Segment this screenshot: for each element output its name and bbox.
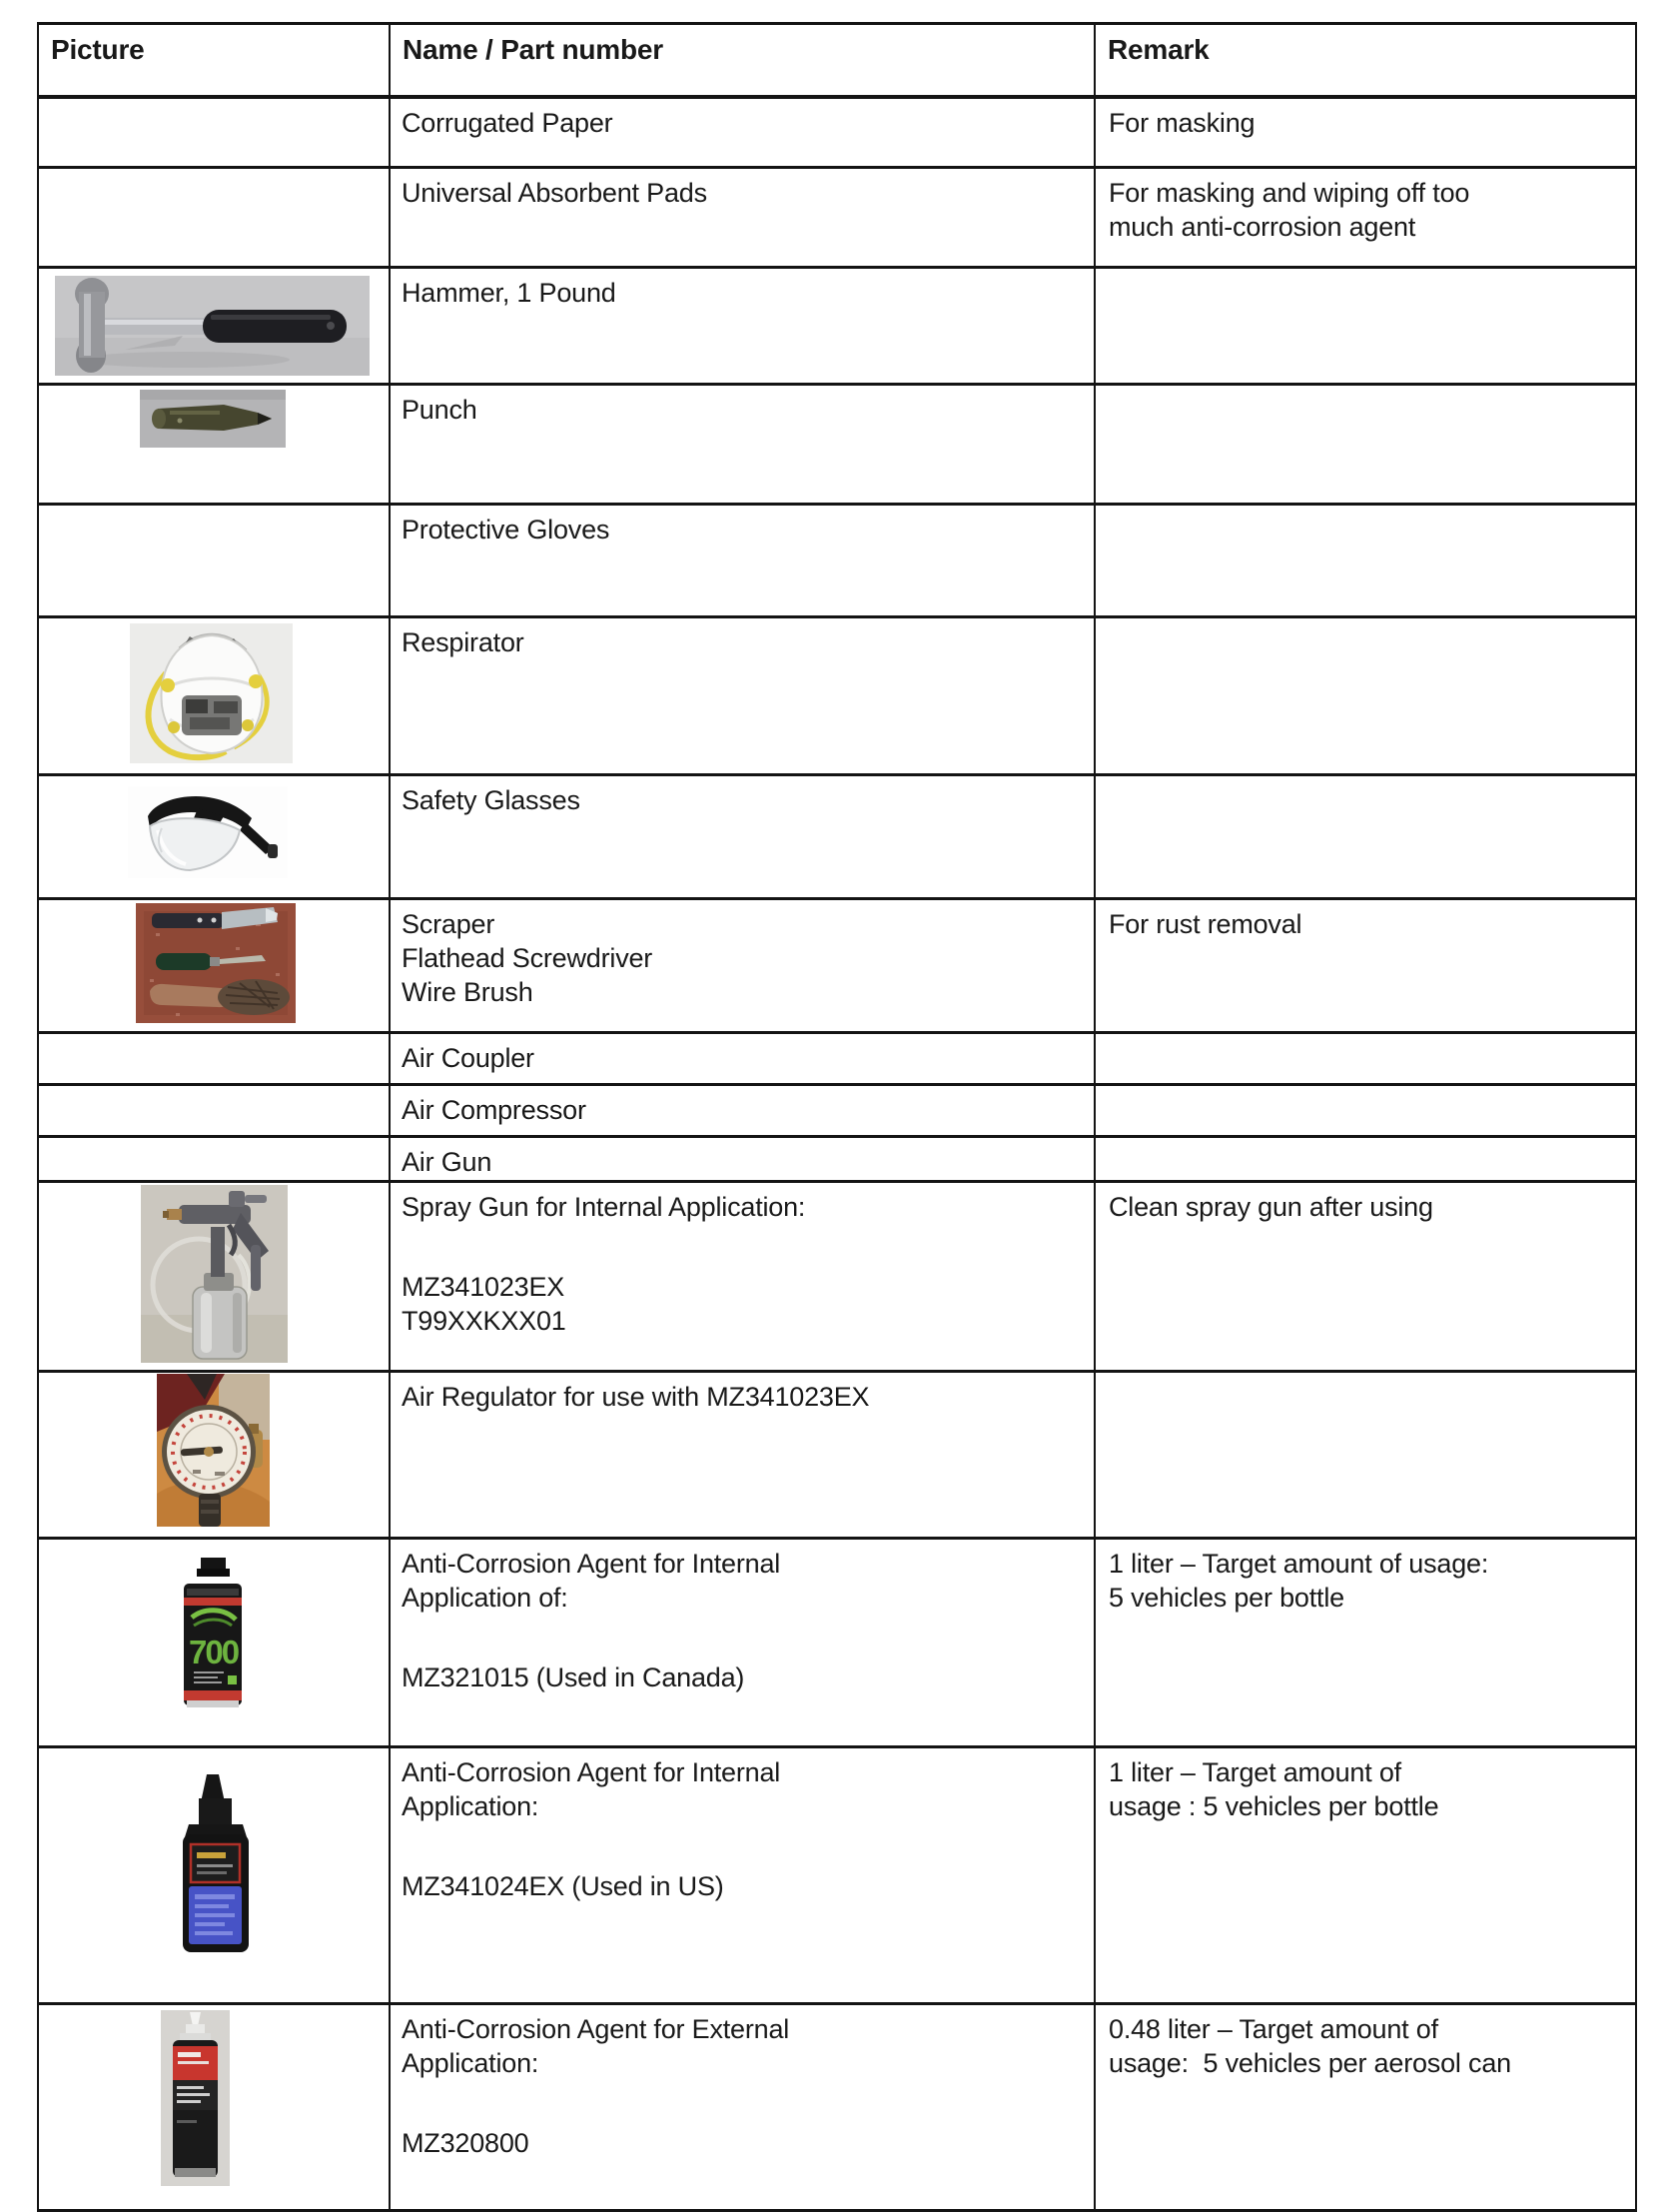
picture-cell bbox=[38, 1182, 390, 1372]
remark-text-line: For rust removal bbox=[1109, 909, 1302, 939]
name-text-line: Protective Gloves bbox=[402, 515, 610, 545]
table-row bbox=[38, 617, 1636, 775]
air-regulator-photo bbox=[157, 1374, 270, 1527]
name-cell bbox=[390, 899, 1095, 1033]
remark-cell bbox=[1095, 775, 1636, 899]
picture-cell bbox=[38, 1747, 390, 2004]
name-text-line: Corrugated Paper bbox=[402, 108, 613, 138]
name-text-line: Scraper bbox=[402, 909, 495, 939]
remark-text-line: For masking and wiping off too bbox=[1109, 178, 1470, 208]
name-cell bbox=[390, 97, 1095, 168]
remark-cell bbox=[1095, 1747, 1636, 2004]
picture-cell bbox=[38, 505, 390, 617]
spray-gun-photo bbox=[141, 1185, 288, 1363]
remark-text-line: 5 vehicles per bottle bbox=[1109, 1583, 1344, 1613]
parts-table-body bbox=[38, 97, 1636, 2211]
remark-cell bbox=[1095, 617, 1636, 775]
picture-cell bbox=[38, 268, 390, 385]
remark-cell bbox=[1095, 505, 1636, 617]
table-row bbox=[38, 168, 1636, 268]
name-text-line: MZ341023EX bbox=[402, 1272, 565, 1302]
picture-cell bbox=[38, 1085, 390, 1137]
name-cell bbox=[390, 2004, 1095, 2211]
column-header-remark: Remark bbox=[1095, 24, 1636, 98]
name-text-line: Application: bbox=[402, 1791, 539, 1821]
remark-text-line: usage : 5 vehicles per bottle bbox=[1109, 1791, 1439, 1821]
picture-cell bbox=[38, 899, 390, 1033]
picture-cell bbox=[38, 1372, 390, 1539]
name-text-line: Air Gun bbox=[402, 1147, 492, 1177]
name-text-line: Application: bbox=[402, 2048, 539, 2078]
name-text-line: Spray Gun for Internal Application: bbox=[402, 1192, 806, 1222]
table-header-row bbox=[38, 24, 1636, 98]
name-text-line bbox=[402, 1823, 1084, 1869]
picture-cell bbox=[38, 617, 390, 775]
table-row bbox=[38, 1085, 1636, 1137]
name-cell bbox=[390, 1033, 1095, 1085]
table-row bbox=[38, 2004, 1636, 2211]
anticorrosion-aerosol-photo bbox=[161, 2010, 230, 2186]
name-text-line: Air Regulator for use with MZ341023EX bbox=[402, 1382, 870, 1412]
name-cell bbox=[390, 1182, 1095, 1372]
picture-cell bbox=[38, 168, 390, 268]
name-cell bbox=[390, 1137, 1095, 1182]
table-row bbox=[38, 1033, 1636, 1085]
remark-cell bbox=[1095, 1137, 1636, 1182]
name-text-line: Hammer, 1 Pound bbox=[402, 278, 616, 308]
remark-cell bbox=[1095, 168, 1636, 268]
name-cell bbox=[390, 385, 1095, 505]
name-text-line: Punch bbox=[402, 395, 477, 425]
name-text-line: Anti-Corrosion Agent for External bbox=[402, 2014, 790, 2044]
column-header-name: Name / Part number bbox=[390, 24, 1095, 98]
hammer-photo bbox=[55, 276, 370, 376]
picture-cell bbox=[38, 775, 390, 899]
name-text-line bbox=[402, 2080, 1084, 2126]
remark-text-line: much anti-corrosion agent bbox=[1109, 212, 1416, 242]
table-row bbox=[38, 899, 1636, 1033]
table-row bbox=[38, 385, 1636, 505]
remark-cell bbox=[1095, 1372, 1636, 1539]
table-row bbox=[38, 1182, 1636, 1372]
name-cell bbox=[390, 505, 1095, 617]
remark-cell bbox=[1095, 97, 1636, 168]
remark-cell bbox=[1095, 385, 1636, 505]
table-row bbox=[38, 1539, 1636, 1747]
anticorrosion-bottle-canada-photo bbox=[176, 1556, 250, 1715]
name-cell bbox=[390, 617, 1095, 775]
name-text-line: Respirator bbox=[402, 627, 524, 657]
name-text-line: MZ341024EX (Used in US) bbox=[402, 1871, 724, 1901]
remark-text-line: usage: 5 vehicles per aerosol can bbox=[1109, 2048, 1511, 2078]
anticorrosion-bottle-us-photo bbox=[169, 1772, 262, 1956]
table-row bbox=[38, 1137, 1636, 1182]
name-cell bbox=[390, 268, 1095, 385]
name-cell bbox=[390, 1747, 1095, 2004]
name-text-line: T99XXKXX01 bbox=[402, 1306, 566, 1336]
table-row bbox=[38, 505, 1636, 617]
remark-cell bbox=[1095, 1182, 1636, 1372]
remark-cell bbox=[1095, 899, 1636, 1033]
table-row bbox=[38, 268, 1636, 385]
name-text-line: Application of: bbox=[402, 1583, 568, 1613]
name-cell bbox=[390, 1085, 1095, 1137]
name-text-line: MZ320800 bbox=[402, 2128, 529, 2158]
safety-glasses-photo bbox=[128, 786, 288, 878]
name-cell bbox=[390, 1372, 1095, 1539]
respirator-photo bbox=[130, 623, 293, 763]
remark-text-line: 1 liter – Target amount of bbox=[1109, 1757, 1401, 1787]
remark-cell bbox=[1095, 1085, 1636, 1137]
picture-cell bbox=[38, 1033, 390, 1085]
name-text-line: Air Compressor bbox=[402, 1095, 586, 1125]
remark-cell bbox=[1095, 1033, 1636, 1085]
column-header-picture: Picture bbox=[38, 24, 390, 98]
remark-cell bbox=[1095, 2004, 1636, 2211]
name-cell bbox=[390, 775, 1095, 899]
remark-text-line: 1 liter – Target amount of usage: bbox=[1109, 1549, 1489, 1579]
parts-table bbox=[37, 22, 1637, 2212]
bottle-700-label-text: 700 bbox=[189, 1634, 239, 1670]
remark-cell bbox=[1095, 268, 1636, 385]
name-text-line: MZ321015 (Used in Canada) bbox=[402, 1662, 745, 1692]
name-text-line: Anti-Corrosion Agent for Internal bbox=[402, 1549, 781, 1579]
name-text-line: Anti-Corrosion Agent for Internal bbox=[402, 1757, 781, 1787]
name-text-line bbox=[402, 1224, 1084, 1270]
picture-cell bbox=[38, 2004, 390, 2211]
name-text-line bbox=[402, 1615, 1084, 1660]
table-row bbox=[38, 775, 1636, 899]
table-row bbox=[38, 1747, 1636, 2004]
picture-cell bbox=[38, 385, 390, 505]
table-row bbox=[38, 97, 1636, 168]
picture-cell bbox=[38, 1137, 390, 1182]
punch-photo bbox=[140, 390, 286, 448]
picture-cell bbox=[38, 97, 390, 168]
remark-cell bbox=[1095, 1539, 1636, 1747]
name-text-line: Safety Glasses bbox=[402, 785, 580, 815]
remark-text-line: 0.48 liter – Target amount of bbox=[1109, 2014, 1438, 2044]
rust-removal-tools-photo bbox=[136, 903, 296, 1023]
remark-text-line: For masking bbox=[1109, 108, 1256, 138]
table-row bbox=[38, 1372, 1636, 1539]
name-text-line: Universal Absorbent Pads bbox=[402, 178, 707, 208]
name-text-line: Flathead Screwdriver bbox=[402, 943, 653, 973]
name-text-line: Wire Brush bbox=[402, 977, 533, 1007]
name-cell bbox=[390, 168, 1095, 268]
name-text-line: Air Coupler bbox=[402, 1043, 534, 1073]
picture-cell bbox=[38, 1539, 390, 1747]
remark-text-line: Clean spray gun after using bbox=[1109, 1192, 1433, 1222]
name-cell bbox=[390, 1539, 1095, 1747]
